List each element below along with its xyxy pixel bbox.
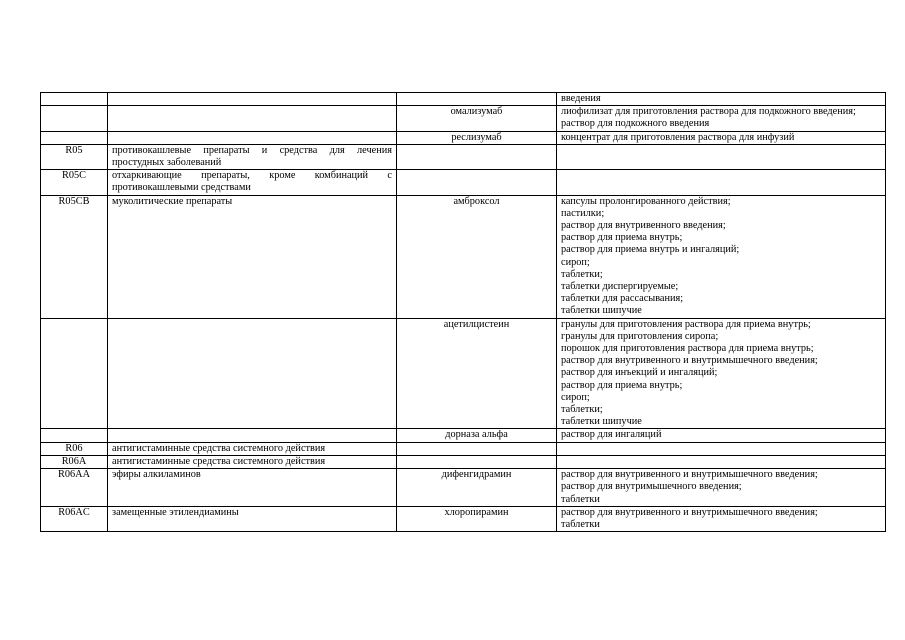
drug-name-cell: ацетилцистеин xyxy=(397,318,557,429)
drug-name-cell xyxy=(397,144,557,169)
dosage-form-item: раствор для внутримышечного введения; xyxy=(561,481,742,493)
atc-group-cell: замещенные этилендиамины xyxy=(108,506,397,531)
table-row xyxy=(41,429,886,442)
dosage-forms-cell xyxy=(557,144,886,169)
dosage-form-item: таблетки xyxy=(561,493,600,505)
drug-table xyxy=(40,92,886,532)
table-row xyxy=(41,506,886,531)
dosage-form-item: раствор для внутривенного и внутримышечного введения; xyxy=(561,506,818,518)
dosage-forms-cell xyxy=(557,506,886,531)
dosage-form-item: гранулы для приготовления сиропа; xyxy=(561,330,719,342)
dosage-forms-cell xyxy=(557,455,886,468)
drug-name-cell: хлоропирамин xyxy=(397,506,557,531)
dosage-form-item: порошок для приготовления раствора для приема внутрь; xyxy=(561,343,814,355)
drug-name-cell: амброксол xyxy=(397,195,557,318)
table-row xyxy=(41,318,886,429)
dosage-form-item: сироп; xyxy=(561,256,590,268)
dosage-forms-cell xyxy=(557,106,886,131)
drug-name-cell: омализумаб xyxy=(397,106,557,131)
dosage-form-item: введения xyxy=(561,93,601,104)
drug-name-cell xyxy=(397,170,557,195)
dosage-forms-cell xyxy=(557,318,886,429)
table-row xyxy=(41,195,886,318)
dosage-form-item: раствор для приема внутрь и ингаляций; xyxy=(561,244,740,256)
atc-group-cell xyxy=(108,429,397,442)
drug-name-cell: реслизумаб xyxy=(397,131,557,144)
dosage-form-item: таблетки шипучие xyxy=(561,416,642,428)
dosage-forms-cell xyxy=(557,93,886,106)
dosage-form-item: таблетки шипучие xyxy=(561,305,642,317)
table-row xyxy=(41,144,886,169)
atc-code-cell: R06AA xyxy=(41,469,108,507)
atc-group-cell: муколитические препараты xyxy=(108,195,397,318)
dosage-form-item: концентрат для приготовления раствора для инфузий xyxy=(561,131,795,143)
dosage-forms-cell xyxy=(557,429,886,442)
dosage-form-item: лиофилизат для приготовления раствора для подкожного введения; xyxy=(561,106,856,118)
dosage-form-item: таблетки для рассасывания; xyxy=(561,293,684,305)
dosage-form-item: таблетки диспергируемые; xyxy=(561,281,679,293)
table-row xyxy=(41,93,886,106)
atc-code-cell: R05C xyxy=(41,170,108,195)
atc-code-cell xyxy=(41,106,108,131)
table-row xyxy=(41,170,886,195)
atc-group-cell xyxy=(108,93,397,106)
atc-code-cell xyxy=(41,429,108,442)
dosage-form-item: раствор для подкожного введения xyxy=(561,118,710,130)
dosage-forms-cell xyxy=(557,442,886,455)
dosage-form-item: раствор для приема внутрь; xyxy=(561,232,683,244)
dosage-forms-cell xyxy=(557,469,886,507)
dosage-forms-cell xyxy=(557,170,886,195)
dosage-forms-cell xyxy=(557,131,886,144)
drug-name-cell: дифенгидрамин xyxy=(397,469,557,507)
dosage-form-item: капсулы пролонгированного действия; xyxy=(561,195,731,207)
drug-name-cell xyxy=(397,93,557,106)
atc-code-cell: R06AC xyxy=(41,506,108,531)
table-row xyxy=(41,106,886,131)
atc-code-cell xyxy=(41,318,108,429)
atc-code-cell: R06 xyxy=(41,442,108,455)
atc-code-cell: R05 xyxy=(41,144,108,169)
dosage-form-item: раствор для приема внутрь; xyxy=(561,379,683,391)
table-row xyxy=(41,455,886,468)
drug-name-cell xyxy=(397,455,557,468)
atc-group-cell: антигистаминные средства системного действия xyxy=(108,455,397,468)
table-row xyxy=(41,442,886,455)
atc-group-cell: антигистаминные средства системного действия xyxy=(108,442,397,455)
dosage-form-item: раствор для внутривенного и внутримышечного введения; xyxy=(561,355,818,367)
dosage-form-item: сироп; xyxy=(561,391,590,403)
atc-code-cell xyxy=(41,131,108,144)
table-row xyxy=(41,131,886,144)
table-row xyxy=(41,469,886,507)
dosage-forms-cell xyxy=(557,195,886,318)
dosage-form-item: раствор для внутривенного и внутримышечного введения; xyxy=(561,469,818,481)
dosage-form-item: раствор для внутривенного введения; xyxy=(561,220,726,232)
dosage-form-item: гранулы для приготовления раствора для приема внутрь; xyxy=(561,318,811,330)
dosage-form-item: пастилки; xyxy=(561,207,605,219)
dosage-form-item: таблетки xyxy=(561,518,600,530)
atc-group-cell xyxy=(108,106,397,131)
dosage-form-item: раствор для ингаляций xyxy=(561,429,662,441)
atc-code-cell: R06A xyxy=(41,455,108,468)
atc-group-cell xyxy=(108,131,397,144)
atc-group-cell: отхаркивающие препараты, кроме комбинаций с противокашлевыми средствами xyxy=(108,170,397,195)
drug-table-body xyxy=(41,93,886,532)
drug-name-cell xyxy=(397,442,557,455)
dosage-form-item: таблетки; xyxy=(561,268,603,280)
atc-group-cell: эфиры алкиламинов xyxy=(108,469,397,507)
atc-code-cell xyxy=(41,93,108,106)
dosage-form-item: таблетки; xyxy=(561,404,603,416)
atc-group-cell: противокашлевые препараты и средства для лечения простудных заболеваний xyxy=(108,144,397,169)
drug-name-cell: дорназа альфа xyxy=(397,429,557,442)
dosage-form-item: раствор для инъекций и ингаляций; xyxy=(561,367,718,379)
atc-group-cell xyxy=(108,318,397,429)
atc-code-cell: R05CB xyxy=(41,195,108,318)
